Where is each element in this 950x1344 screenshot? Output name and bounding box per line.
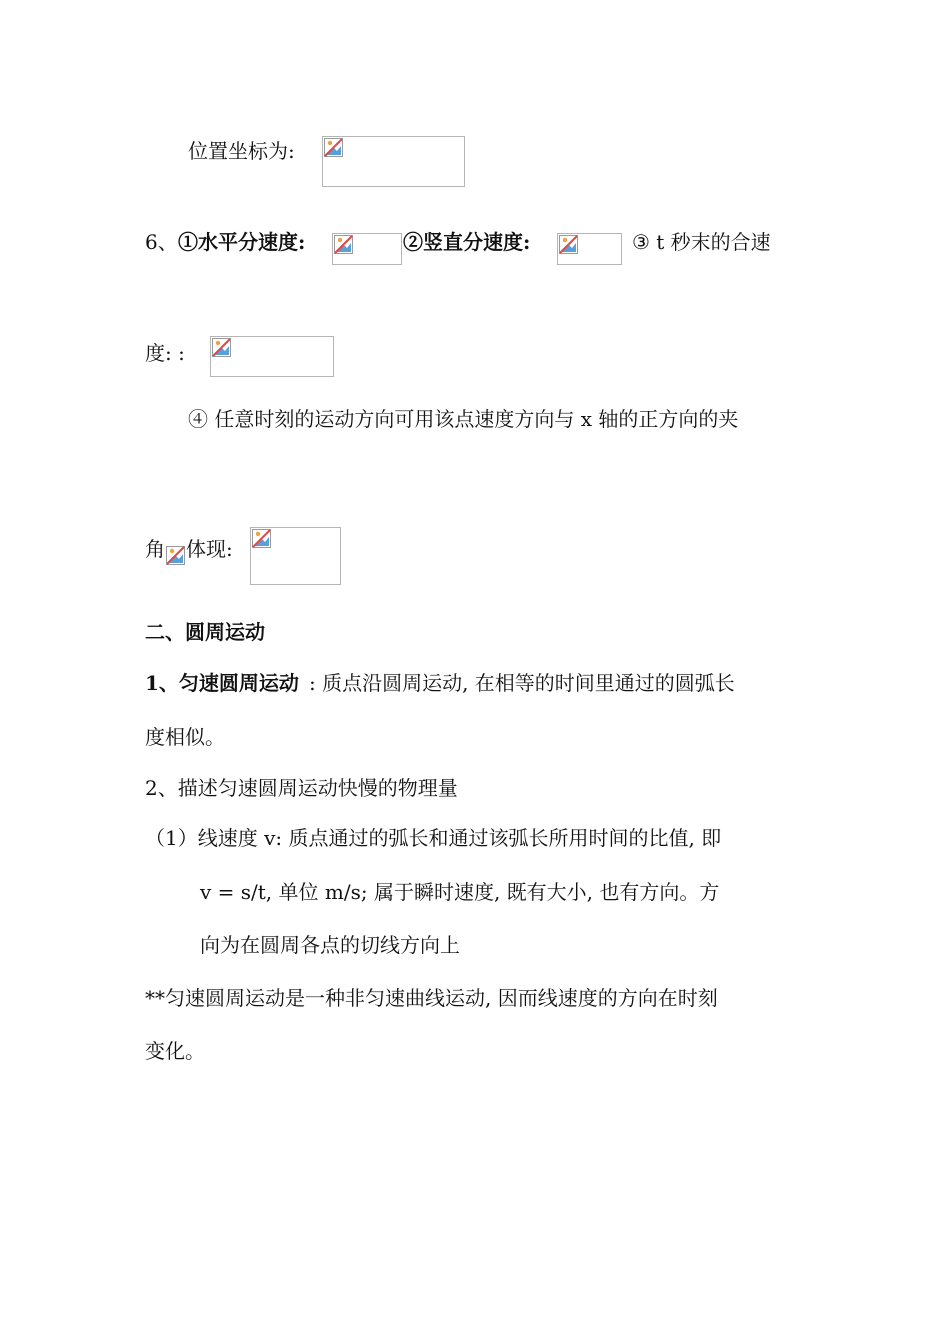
sub1-line1: （1）线速度 v: 质点通过的弧长和通过该弧长所用时间的比值, 即 [145, 826, 722, 850]
horizontal-velocity-image [332, 233, 402, 265]
sub1-line2: v = s/t, 单位 m/s; 属于瞬时速度, 既有大小, 也有方向。方 [200, 880, 720, 904]
horizontal-velocity-label: ①水平分速度: [178, 230, 306, 254]
note-line2: 变化。 [145, 1039, 205, 1063]
resultant-velocity-label: ③ t 秒末的合速 [632, 230, 771, 254]
section-heading: 二、圆周运动 [145, 620, 265, 644]
broken-image-icon [334, 235, 353, 254]
vertical-velocity-image [557, 233, 622, 265]
position-label: 位置坐标为: [188, 139, 295, 163]
item1-text: : 质点沿圆周运动, 在相等的时间里通过的圆弧长 [309, 671, 735, 695]
position-formula-image [322, 136, 465, 187]
resultant-velocity-label-cont: 度: : [145, 341, 185, 365]
item2-title: 2、描述匀速圆周运动快慢的物理量 [145, 776, 458, 800]
direction-text: ④ 任意时刻的运动方向可用该点速度方向与 x 轴的正方向的夹 [188, 407, 739, 431]
note-line1: **匀速圆周运动是一种非匀速曲线运动, 因而线速度的方向在时刻 [145, 986, 718, 1010]
resultant-velocity-image [210, 336, 334, 377]
item1-text-cont: 度相似。 [145, 725, 225, 749]
vertical-velocity-label: ②竖直分速度: [403, 230, 531, 254]
broken-image-icon [252, 529, 271, 548]
angle-prefix: 角 [145, 537, 165, 561]
angle-formula-image [250, 527, 341, 585]
broken-image-icon [324, 138, 343, 157]
item6-prefix: 6、 [145, 230, 178, 254]
broken-image-icon [166, 546, 185, 565]
sub1-line3: 向为在圆周各点的切线方向上 [200, 933, 460, 957]
broken-image-icon [559, 235, 578, 254]
item1-title: 1、匀速圆周运动 [145, 671, 299, 695]
angle-suffix: 体现: [186, 537, 233, 561]
broken-image-icon [212, 338, 231, 357]
